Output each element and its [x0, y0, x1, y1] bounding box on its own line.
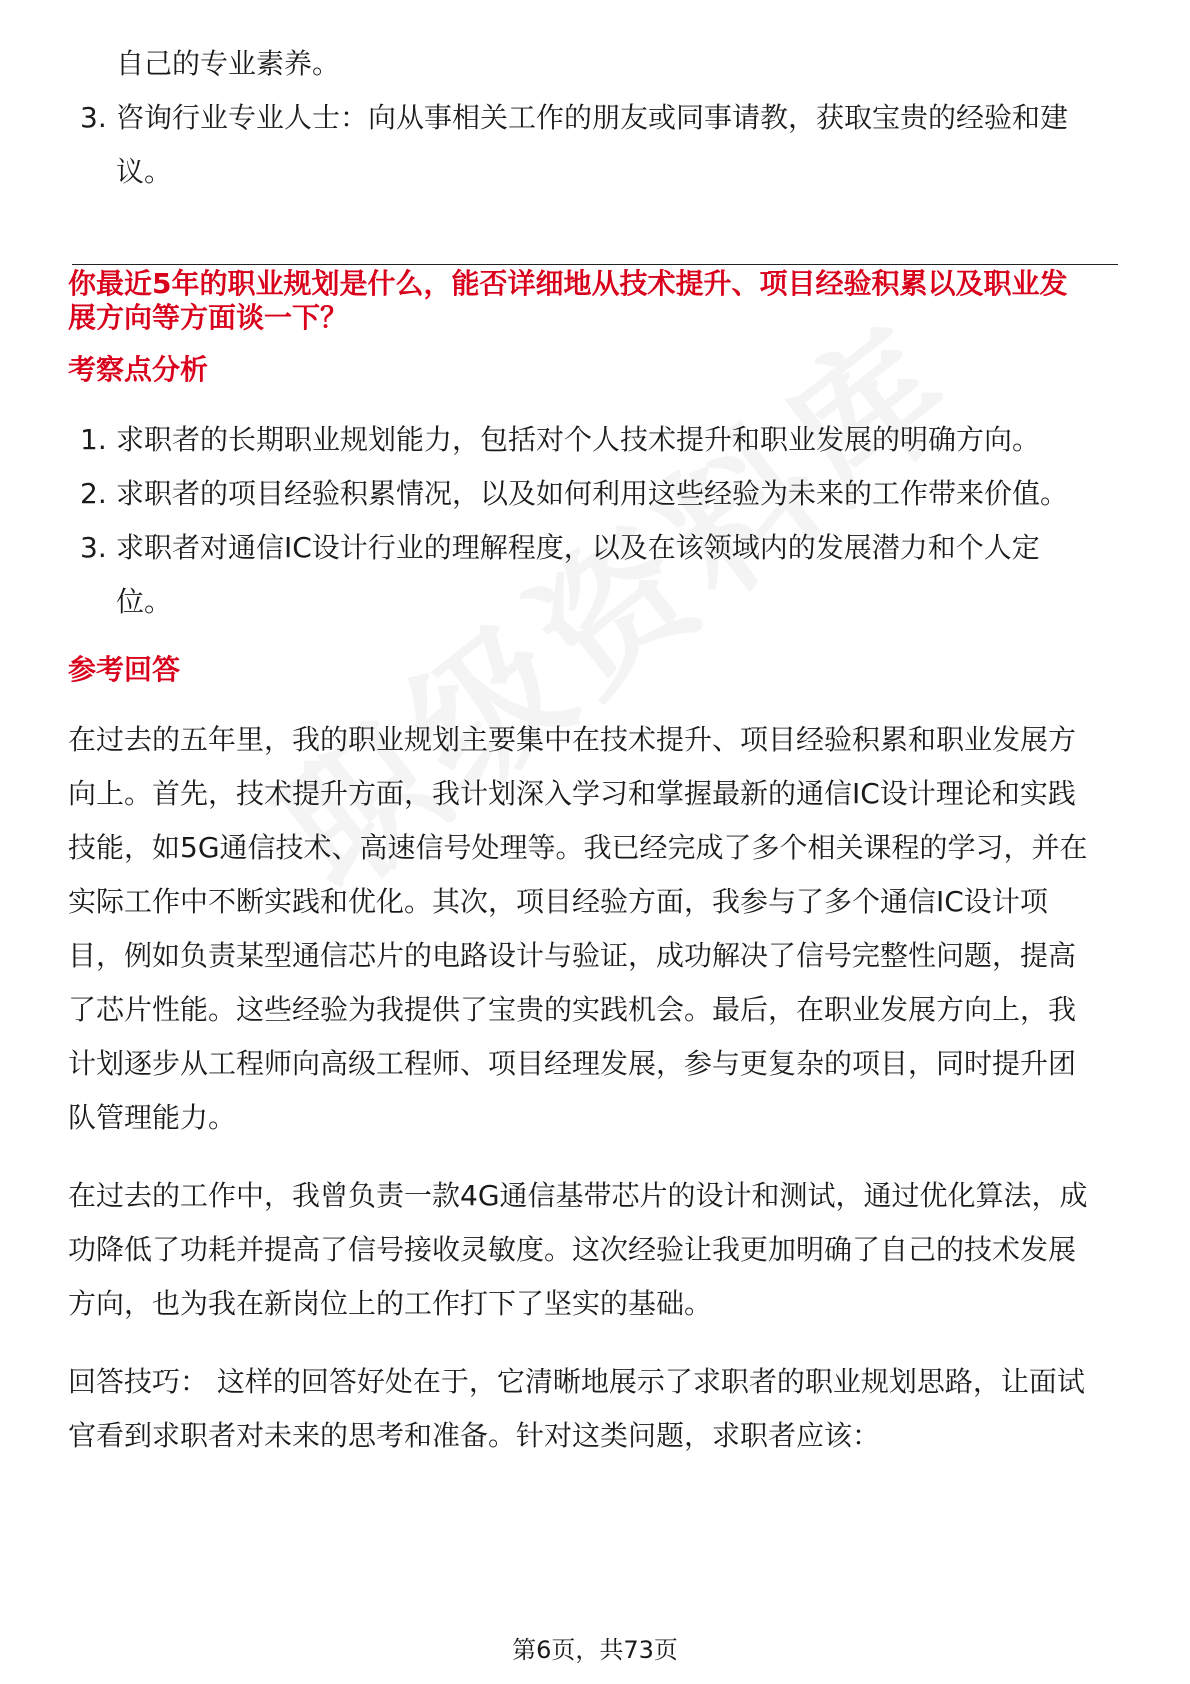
analysis-item-2-text: 求职者的项目经验积累情况，以及如何利用这些经验为未来的工作带来价值。 [116, 477, 1069, 510]
answer-tips-line: 回答技巧： 这样的回答好处在于，它清晰地展示了求职者的职业规划思路，让面试 [68, 1365, 1085, 1398]
answer-p1-line: 目，例如负责某型通信芯片的电路设计与验证，成功解决了信号完整性问题，提高 [68, 939, 1077, 972]
answer-heading: 参考回答 [68, 653, 181, 686]
analysis-heading: 考察点分析 [68, 353, 209, 386]
page-number-footer: 第6页，共73页 [512, 1636, 678, 1664]
answer-p1-line: 在过去的五年里，我的职业规划主要集中在技术提升、项目经验积累和职业发展方 [68, 723, 1077, 756]
analysis-item-1-text: 求职者的长期职业规划能力，包括对个人技术提升和职业发展的明确方向。 [116, 423, 1041, 456]
analysis-item-1-number: 1. [80, 423, 107, 456]
answer-p1-line: 向上。首先，技术提升方面，我计划深入学习和掌握最新的通信IC设计理论和实践 [68, 777, 1076, 810]
answer-p2-line: 在过去的工作中，我曾负责一款4G通信基带芯片的设计和测试，通过优化算法，成 [68, 1179, 1088, 1212]
top-item-3-line2: 议。 [116, 155, 173, 188]
answer-p1-line: 技能，如5G通信技术、高速信号处理等。我已经完成了多个相关课程的学习，并在 [68, 831, 1088, 864]
analysis-item-2-number: 2. [80, 477, 107, 510]
question-line1: 你最近5年的职业规划是什么，能否详细地从技术提升、项目经验积累以及职业发 [68, 267, 1068, 300]
analysis-item-3-number: 3. [80, 531, 107, 564]
answer-p1-line: 队管理能力。 [68, 1101, 237, 1134]
top-item-3-number: 3. [80, 101, 107, 134]
answer-p1-line: 计划逐步从工程师向高级工程师、项目经理发展，参与更复杂的项目，同时提升团 [68, 1047, 1077, 1080]
answer-tips-line: 官看到求职者对未来的思考和准备。针对这类问题，求职者应该： [68, 1419, 881, 1452]
answer-p2-line: 方向，也为我在新岗位上的工作打下了坚实的基础。 [68, 1287, 713, 1320]
top-item-3-line1: 咨询行业专业人士：向从事相关工作的朋友或同事请教，获取宝贵的经验和建 [116, 101, 1069, 134]
answer-p1-line: 了芯片性能。这些经验为我提供了宝贵的实践机会。最后，在职业发展方向上，我 [68, 993, 1077, 1026]
answer-p1-line: 实际工作中不断实践和优化。其次，项目经验方面，我参与了多个通信IC设计项 [68, 885, 1048, 918]
question-line2: 展方向等方面谈一下？ [68, 301, 349, 334]
answer-p2-line: 功降低了功耗并提高了信号接收灵敏度。这次经验让我更加明确了自己的技术发展 [68, 1233, 1077, 1266]
analysis-item-3-line2: 位。 [116, 585, 173, 618]
analysis-item-3-line1: 求职者对通信IC设计行业的理解程度，以及在该领域内的发展潜力和个人定 [116, 531, 1040, 564]
top-continuation-text: 自己的专业素养。 [116, 47, 341, 80]
